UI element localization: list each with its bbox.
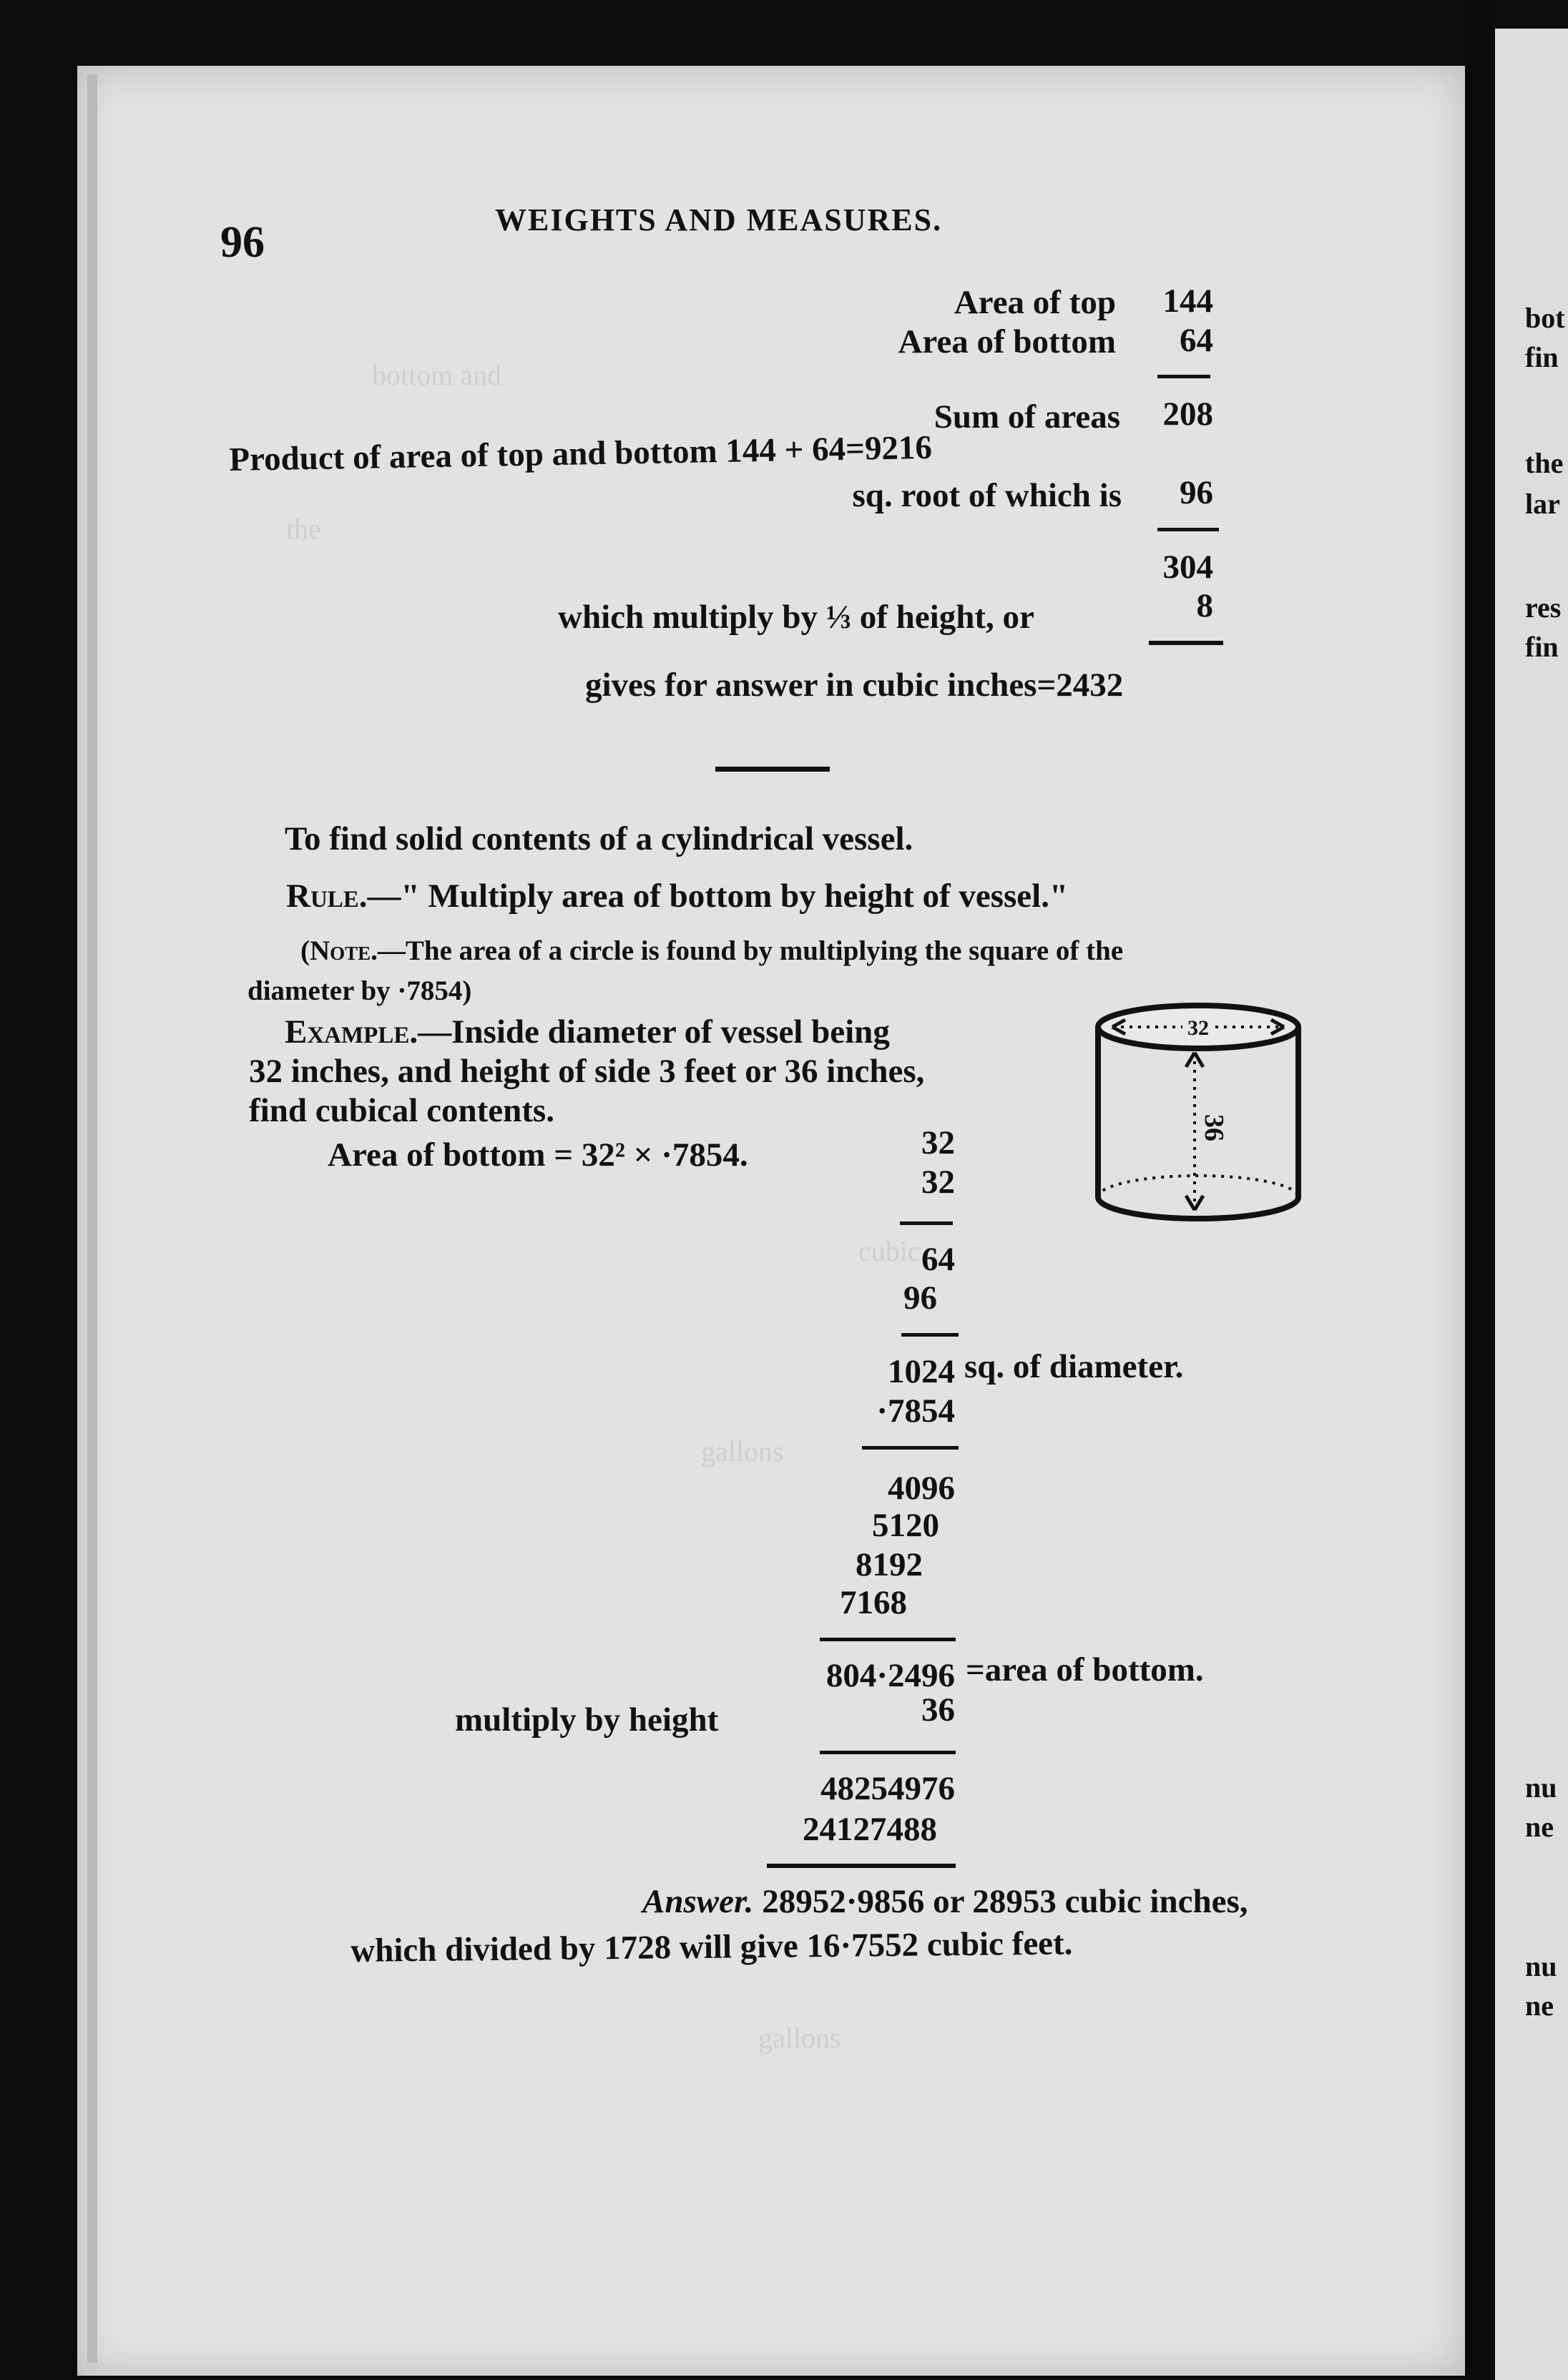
show-through-text: cubic — [858, 1235, 921, 1267]
cylinder-bottom-back — [1098, 1176, 1298, 1197]
sqrt-label: sq. root of which is — [852, 477, 1122, 514]
subtotal-rule — [1157, 528, 1219, 531]
adjacent-fragment: nu — [1525, 1950, 1557, 1982]
height-label: 36 — [1199, 1114, 1229, 1141]
rule-line — [286, 877, 1069, 915]
sqrt-value: 96 — [1180, 474, 1213, 511]
book-gutter — [1465, 0, 1495, 2380]
calc-rule-1 — [900, 1221, 953, 1225]
section-divider — [715, 767, 830, 772]
calc-area: 804·2496 — [825, 1657, 955, 1694]
calc-square-label: sq. of diameter. — [964, 1348, 1184, 1385]
calc-factor: ·7854 — [876, 1392, 955, 1430]
answer-line — [642, 1885, 1248, 1919]
height-arrow-bottom — [1186, 1196, 1203, 1210]
answer-line: gives for answer in cubic inches=2432 — [585, 667, 1124, 704]
answer-text-2: which divided by 1728 will give 16·7552 cubic feet. — [350, 1924, 1073, 1970]
note-line-1 — [300, 937, 1123, 965]
adjacent-page — [1495, 29, 1568, 2380]
diameter-label: 32 — [1187, 1016, 1209, 1040]
calc-height-row-2: 24127488 — [803, 1811, 937, 1848]
cylinder-diagram — [1091, 995, 1305, 1235]
calc-rule-5 — [820, 1751, 956, 1754]
page-edge-shadow — [87, 74, 97, 2363]
show-through-text: bottom and — [372, 359, 502, 391]
height-arrow-top — [1186, 1053, 1203, 1067]
adjacent-fragment: fin — [1525, 341, 1559, 373]
section-heading: To find solid contents of a cylindrical vessel. — [285, 820, 913, 857]
answer-text: 28952·9856 or 28953 cubic inches, — [762, 1883, 1248, 1920]
area-bottom-value: 64 — [1180, 322, 1213, 359]
note-label: (Note. — [300, 935, 378, 966]
multiply-value: 8 — [1196, 587, 1213, 624]
page-number: 96 — [220, 218, 265, 267]
sum-value: 208 — [1162, 395, 1213, 433]
area-formula: Area of bottom = 32² × ·7854. — [328, 1136, 748, 1174]
running-head: WEIGHTS AND MEASURES. — [495, 202, 943, 237]
calc-row-4: 7168 — [840, 1584, 907, 1621]
example-text-2: 32 inches, and height of side 3 feet or 36 inches, — [249, 1053, 925, 1090]
area-bottom-label: Area of bottom — [898, 323, 1116, 360]
calc-rule-2 — [901, 1333, 959, 1337]
calc-height: 36 — [921, 1691, 955, 1729]
adjacent-fragment: the — [1525, 447, 1564, 479]
answer-rule — [1149, 641, 1223, 645]
adjacent-fragment: nu — [1525, 1771, 1557, 1804]
note-text-2: diameter by ·7854) — [248, 975, 472, 1006]
example-text-3: find cubical contents. — [249, 1092, 554, 1129]
note-text-1: —The area of a circle is found by multiplying the square of the — [377, 935, 1124, 966]
show-through-text: gallons — [701, 1435, 784, 1467]
sum-rule — [1157, 375, 1210, 378]
show-through-text: the — [286, 513, 321, 545]
calc-height-row-1: 48254976 — [820, 1770, 955, 1807]
area-top-value: 144 — [1162, 282, 1213, 320]
calc-rule-3 — [862, 1446, 959, 1450]
adjacent-fragment: lar — [1525, 488, 1560, 520]
calc-partial-2: 96 — [903, 1279, 937, 1317]
area-top-label: Area of top — [954, 284, 1116, 321]
calc-multiplier: 32 — [921, 1164, 955, 1201]
show-through-text: gallons — [758, 2022, 841, 2054]
sum-label: Sum of areas — [934, 398, 1120, 436]
calc-multiplicand: 32 — [921, 1124, 955, 1161]
adjacent-fragment: ne — [1525, 1990, 1554, 2022]
rule-label: Rule. — [286, 877, 368, 915]
cylinder-bottom-front — [1098, 1197, 1298, 1219]
calc-row-2: 5120 — [872, 1507, 939, 1544]
calc-row-3: 8192 — [856, 1546, 923, 1583]
example-line-1 — [285, 1013, 890, 1051]
calc-partial-1: 64 — [921, 1241, 955, 1278]
answer-label: Answer. — [642, 1883, 754, 1920]
example-label: Example. — [285, 1013, 418, 1051]
calc-area-label: =area of bottom. — [966, 1651, 1204, 1688]
rule-text: —" Multiply area of bottom by height of vessel." — [367, 877, 1069, 915]
calc-height-label: multiply by height — [455, 1701, 719, 1739]
product-line: Product of area of top and bottom 144 + 64=9216 — [228, 428, 933, 478]
calc-row-1: 4096 — [888, 1470, 955, 1507]
subtotal-value: 304 — [1162, 549, 1213, 586]
example-text-1: —Inside diameter of vessel being — [418, 1013, 890, 1051]
adjacent-fragment: res — [1525, 591, 1562, 624]
multiply-label: which multiply by ⅓ of height, or — [558, 599, 1034, 636]
calc-rule-6 — [767, 1864, 956, 1868]
adjacent-fragment: bot — [1525, 302, 1565, 334]
adjacent-fragment: fin — [1525, 631, 1559, 663]
calc-rule-4 — [820, 1638, 956, 1641]
adjacent-fragment: ne — [1525, 1811, 1554, 1843]
calc-square: 1024 — [888, 1353, 955, 1390]
